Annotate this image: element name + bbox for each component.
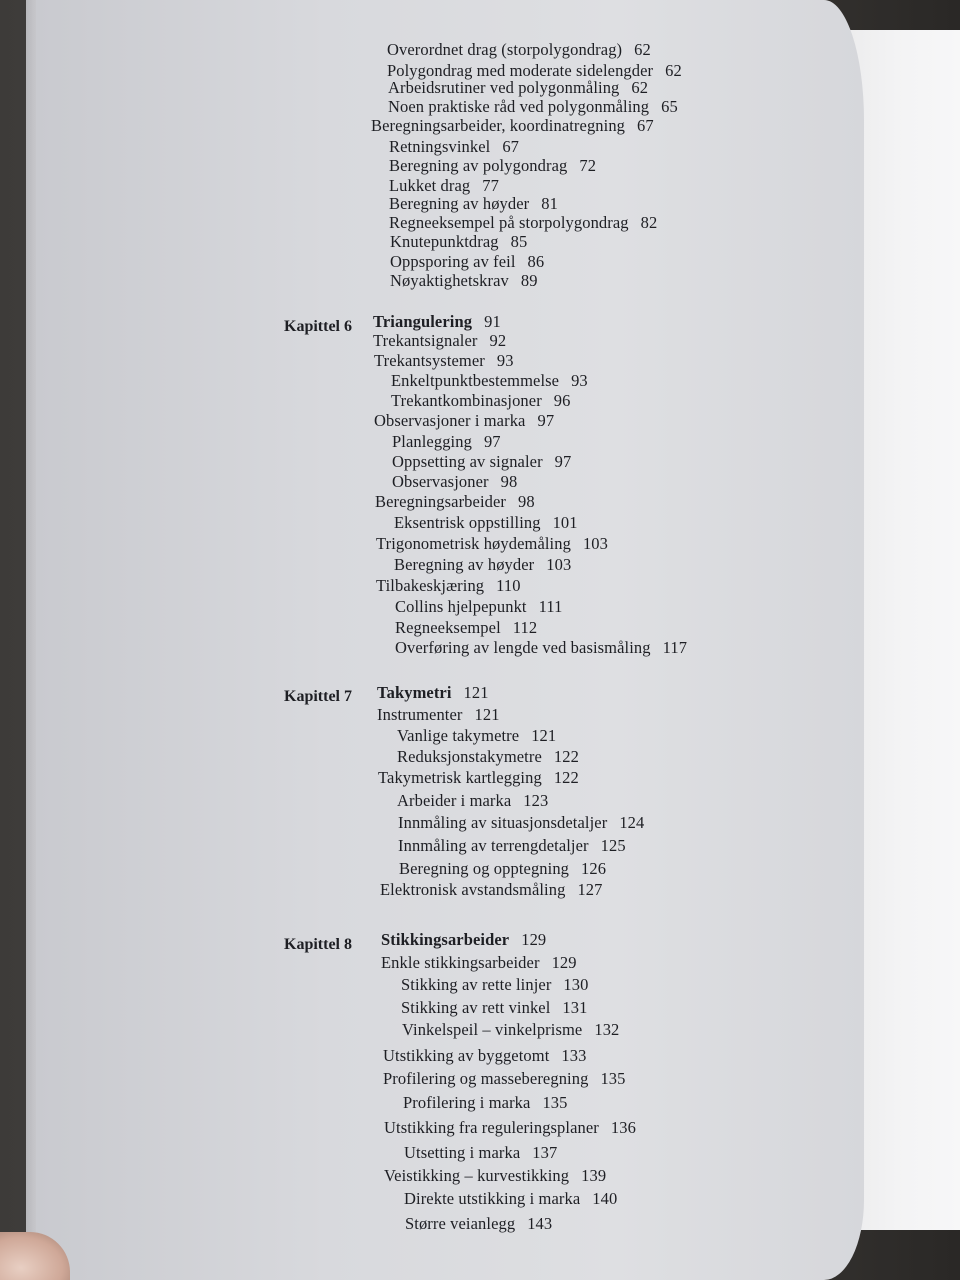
toc-entry: Regneeksempel på storpolygondrag 82 (389, 213, 658, 232)
toc-entry: Stikking av rette linjer 130 (401, 975, 589, 994)
chapter-title: Triangulering 91 (373, 312, 501, 331)
table-of-contents (36, 0, 864, 1280)
toc-entry: Arbeidsrutiner ved polygonmåling 62 (388, 78, 649, 97)
toc-entry: Observasjoner i marka 97 (374, 411, 555, 430)
toc-entry: Nøyaktighetskrav 89 (390, 271, 538, 290)
toc-entry: Trekantkombinasjoner 96 (391, 391, 571, 410)
toc-entry: Veistikking – kurvestikking 139 (384, 1166, 607, 1185)
toc-entry: Noen praktiske råd ved polygonmåling 65 (388, 97, 678, 116)
toc-entry: Beregningsarbeider 98 (375, 492, 535, 511)
toc-entry: Collins hjelpepunkt 111 (395, 597, 563, 616)
toc-entry: Utsetting i marka 137 (404, 1143, 558, 1162)
toc-entry: Beregningsarbeider, koordinatregning 67 (371, 116, 654, 135)
chapter-label: Kapittel 7 (284, 688, 352, 705)
toc-entry: Stikking av rett vinkel 131 (401, 998, 588, 1017)
chapter-label: Kapittel 6 (284, 318, 352, 335)
toc-entry: Instrumenter 121 (377, 705, 500, 724)
toc-entry: Retningsvinkel 67 (389, 137, 520, 156)
toc-entry: Elektronisk avstandsmåling 127 (380, 880, 603, 899)
toc-entry: Trigonometrisk høydemåling 103 (376, 534, 609, 553)
toc-entry: Reduksjonstakymetre 122 (397, 747, 579, 766)
toc-entry: Tilbakeskjæring 110 (376, 576, 521, 595)
chapter-title: Takymetri 121 (377, 683, 489, 702)
toc-entry: Planlegging 97 (392, 432, 501, 451)
book-page (36, 0, 864, 1280)
toc-entry: Knutepunktdrag 85 (390, 232, 528, 251)
toc-entry: Enkle stikkingsarbeider 129 (381, 953, 577, 972)
toc-entry: Innmåling av situasjonsdetaljer 124 (398, 813, 645, 832)
toc-entry: Oppsporing av feil 86 (390, 252, 545, 271)
toc-entry: Utstikking av byggetomt 133 (383, 1046, 587, 1065)
toc-entry: Observasjoner 98 (392, 472, 518, 491)
toc-entry: Vanlige takymetre 121 (397, 726, 557, 745)
toc-entry: Større veianlegg 143 (405, 1214, 553, 1233)
chapter-label: Kapittel 8 (284, 936, 352, 953)
toc-entry: Enkeltpunktbestemmelse 93 (391, 371, 588, 390)
toc-entry: Overføring av lengde ved basismåling 117 (395, 638, 688, 657)
toc-entry: Utstikking fra reguleringsplaner 136 (384, 1118, 636, 1137)
toc-entry: Regneeksempel 112 (395, 618, 538, 637)
toc-entry: Profilering og masseberegning 135 (383, 1069, 626, 1088)
toc-entry: Trekantsystemer 93 (374, 351, 514, 370)
toc-entry: Takymetrisk kartlegging 122 (378, 768, 579, 787)
chapter-title: Stikkingsarbeider 129 (381, 930, 547, 949)
toc-entry: Innmåling av terrengdetaljer 125 (398, 836, 626, 855)
toc-entry: Eksentrisk oppstilling 101 (394, 513, 578, 532)
toc-entry: Beregning av høyder 103 (394, 555, 572, 574)
toc-entry: Beregning og opptegning 126 (399, 859, 607, 878)
toc-entry: Lukket drag 77 (389, 176, 499, 195)
toc-entry: Arbeider i marka 123 (397, 791, 549, 810)
toc-entry: Overordnet drag (storpolygondrag) 62 (387, 40, 651, 59)
toc-entry: Vinkelspeil – vinkelprisme 132 (402, 1020, 620, 1039)
toc-entry: Profilering i marka 135 (403, 1093, 568, 1112)
toc-entry: Direkte utstikking i marka 140 (404, 1189, 618, 1208)
toc-entry: Polygondrag med moderate sidelengder 62 (387, 61, 682, 80)
toc-entry: Oppsetting av signaler 97 (392, 452, 572, 471)
toc-entry: Beregning av høyder 81 (389, 194, 558, 213)
toc-entry: Beregning av polygondrag 72 (389, 156, 597, 175)
toc-entry: Trekantsignaler 92 (373, 331, 507, 350)
